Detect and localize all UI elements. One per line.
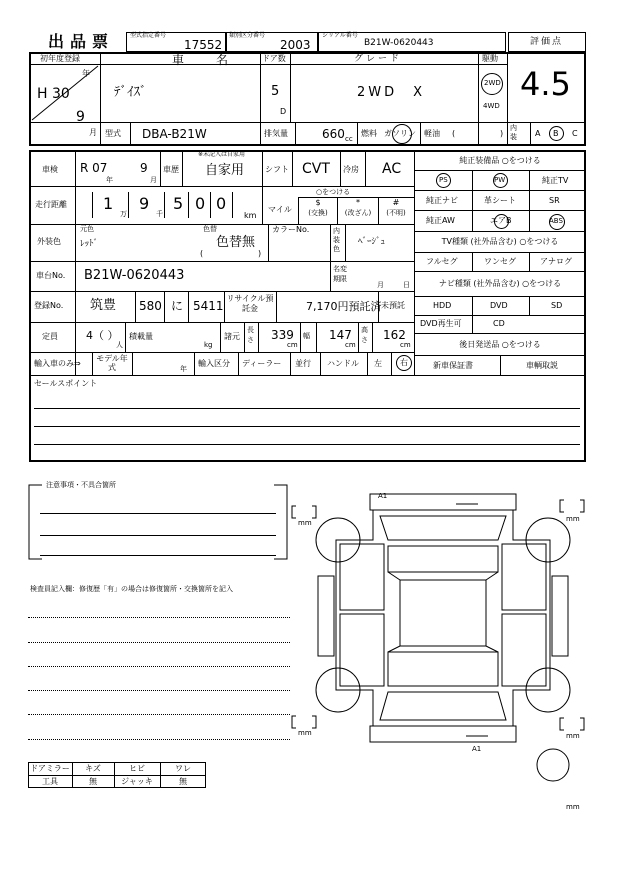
mm-top-left: mm <box>298 519 312 527</box>
displacement: 660 <box>322 127 345 141</box>
navi-title: ナビ種類 (社外品含む) ○をつける <box>438 279 562 288</box>
interior-c: C <box>572 129 578 138</box>
tv-analog: アナログ <box>540 257 572 266</box>
reg-num: 5411 <box>193 299 224 313</box>
handle-left: 左 <box>374 359 382 368</box>
len-label: 長さ <box>247 326 254 344</box>
form-title: 出品票 <box>48 32 115 51</box>
shift: CVT <box>302 161 330 177</box>
first-reg-era: H 30 <box>37 86 70 102</box>
fuel-gas: ガソリン <box>384 129 416 138</box>
rating-label: 評価点 <box>530 37 564 47</box>
equip-tv: 純正TV <box>542 176 569 185</box>
width-cm: cm <box>345 341 356 349</box>
capacity: 4（ ） <box>86 329 119 342</box>
fuel-paren-close: ) <box>500 129 504 138</box>
type-no-label: 型式指定番号 <box>130 32 167 39</box>
mile-label: マイル <box>268 205 292 214</box>
class-no-label: 類別区分番号 <box>229 32 266 39</box>
mm-spare: mm <box>566 803 580 811</box>
fuel-paren-open: ( <box>452 129 456 138</box>
tools-mirror: ドアミラー <box>30 764 70 773</box>
model-year-unit: 年 <box>180 365 187 373</box>
parallel: 並行 <box>295 359 311 368</box>
mileage-digit-1: 1 <box>103 194 114 213</box>
rating: 4.5 <box>520 65 571 103</box>
orig-color: ﾚｯﾄﾞ <box>80 239 99 249</box>
recycle: 7,170円預託済 <box>306 300 382 313</box>
reg-label: 登録No. <box>34 301 64 310</box>
displacement-label: 排気量 <box>264 129 288 138</box>
insp-month-unit: 月 <box>150 176 157 184</box>
mm-bottom-left: mm <box>298 729 312 737</box>
equip-airbag: エアB <box>490 216 512 225</box>
cc-unit: cc <box>345 135 353 143</box>
dealer: ディーラー <box>242 359 282 368</box>
mileage-sen: 千 <box>156 210 163 218</box>
equip-title: 純正装備品 ○をつける <box>459 156 541 165</box>
inspection-label: 車検 <box>42 165 58 174</box>
notes-title: 注意事項・不具合箇所 <box>46 481 116 489</box>
capacity-label: 定員 <box>42 332 58 341</box>
mileage-circle-note: ○をつける <box>316 188 351 196</box>
interior-a: A <box>535 129 541 138</box>
tools-crack: ヒビ <box>129 764 145 773</box>
later-title: 後日発送品 ○をつける <box>459 340 541 349</box>
first-reg-label: 初年度登録 <box>40 54 80 63</box>
interior-label: 内装 <box>510 124 517 141</box>
import-label: 輸入車のみ⇒ <box>34 359 81 368</box>
mile-hash-note: (不明) <box>386 209 406 217</box>
interior-b: B <box>553 129 559 138</box>
recycle-not: 未預託 <box>381 301 405 310</box>
tools-scratch: キズ <box>85 764 101 773</box>
shift-label: シフト <box>265 165 289 174</box>
car-name-label: 車 名 <box>172 53 239 67</box>
person-unit: 人 <box>116 341 123 349</box>
navi-cd: CD <box>493 319 505 328</box>
notes-bracket <box>28 481 288 560</box>
mileage-label: 走行距離 <box>35 200 67 209</box>
tools-break: ワレ <box>175 764 191 773</box>
mileage-km: km <box>244 211 257 220</box>
tv-oneseg: ワンセグ <box>484 257 516 266</box>
fuel-label: 燃料 <box>361 129 377 138</box>
model-label: 型式 <box>105 129 121 138</box>
color-no-label: カラーNo. <box>272 225 310 234</box>
orig-color-label: 元色 <box>80 225 94 233</box>
doors: 5 <box>271 84 280 99</box>
import-type-label: 輸入区分 <box>198 359 230 368</box>
history: 自家用 <box>205 163 245 178</box>
mileage-man: 万 <box>120 210 127 218</box>
inspector-note: 検査員記入欄：修復歴「有」の場合は修復箇所・交換箇所を記入 <box>30 585 233 593</box>
later-warranty: 新車保証書 <box>433 361 473 370</box>
handle-right: 右 <box>400 358 408 367</box>
chassis-label: 車台No. <box>36 271 66 280</box>
type-no: 17552 <box>184 38 223 52</box>
expiry-day-unit: 日 <box>403 281 410 289</box>
year-unit: 年 <box>82 69 90 78</box>
tv-fullseg: フルセグ <box>426 257 458 266</box>
mileage-digit-3: 5 <box>173 194 184 213</box>
reg-kana: に <box>171 299 184 313</box>
height: 162 <box>383 328 406 342</box>
equip-leather: 革シート <box>484 196 516 205</box>
history-label: 車歴 <box>163 165 179 174</box>
tools-tool: 工具 <box>42 777 58 786</box>
model: DBA-B21W <box>142 127 207 141</box>
history-note: ※未記入は自家用 <box>198 151 246 158</box>
tv-title: TV種類 (社外品含む) ○をつける <box>441 237 559 246</box>
grade: 2WD X <box>357 85 426 100</box>
serial-label: シリアル番号 <box>322 32 358 39</box>
expiry-label: 名変期限 <box>333 265 347 283</box>
serial: B21W-0620443 <box>364 38 434 48</box>
grade-label: グレード <box>354 54 403 64</box>
reg-class: 580 <box>139 299 162 313</box>
mileage-digit-2: 9 <box>139 194 150 213</box>
mileage-digit-4: 0 <box>195 194 206 213</box>
a1-top: A1 <box>378 492 388 500</box>
ext-color-label: 外装色 <box>37 237 61 246</box>
mm-bottom-right: mm <box>566 732 580 740</box>
doors-label: ドア数 <box>262 54 286 63</box>
navi-sd: SD <box>551 301 563 310</box>
dims-label: 諸元 <box>224 332 240 341</box>
car-diagram <box>288 480 598 820</box>
drive-2wd: 2WD <box>484 79 501 87</box>
hgt-label: 高さ <box>361 326 368 344</box>
navi-dvd: DVD <box>490 301 508 310</box>
ac-label: 冷房 <box>343 165 359 174</box>
equip-aw: 純正AW <box>426 216 455 225</box>
equip-pw: PW <box>494 176 506 184</box>
insp-year-unit: 年 <box>106 176 113 184</box>
reg-region: 筑豊 <box>90 298 117 313</box>
drive-4wd: 4WD <box>483 102 500 110</box>
repaint: 色替無 <box>216 235 256 250</box>
equip-sr: SR <box>549 196 560 205</box>
repaint-paren-close: ) <box>258 249 262 258</box>
drive-label: 駆動 <box>482 54 498 63</box>
navi-hdd: HDD <box>433 301 452 310</box>
a1-bottom: A1 <box>472 745 482 753</box>
handle-label: ハンドル <box>327 359 359 368</box>
repaint-paren-open: ( <box>200 249 204 258</box>
length-cm: cm <box>287 341 298 349</box>
mile-star-note: (改ざん) <box>344 209 372 217</box>
height-cm: cm <box>400 341 411 349</box>
wid-label: 幅 <box>303 332 310 340</box>
tools-tool-val: 無 <box>89 777 97 786</box>
car-name: ﾃﾞｲｽﾞ <box>114 85 147 100</box>
mile-hash: # <box>392 198 400 207</box>
mile-star: * <box>356 198 360 207</box>
tools-jack: ジャッキ <box>121 777 153 786</box>
equip-navi: 純正ナビ <box>426 196 458 205</box>
mile-dollar-note: (交換) <box>308 209 328 217</box>
chassis: B21W-0620443 <box>84 268 185 283</box>
recycle-label: リサイクル預託金 <box>226 294 274 313</box>
tools-jack-val: 無 <box>179 777 187 786</box>
navi-dvd-play: DVD再生可 <box>420 319 462 328</box>
mileage-digit-5: 0 <box>216 194 227 213</box>
door-type: D <box>280 107 287 116</box>
mm-top-right: mm <box>566 515 580 523</box>
inspection-year: R 07 <box>80 161 108 175</box>
load-label: 積載量 <box>129 332 153 341</box>
model-year-label: モデル年式 <box>96 354 128 372</box>
inspection-month: 9 <box>140 161 148 175</box>
equip-abs: ABS <box>549 217 563 225</box>
class-no: 2003 <box>280 38 311 52</box>
equip-ps: PS <box>439 176 448 184</box>
int-color-label: 内装色 <box>333 227 340 253</box>
length: 339 <box>271 328 294 342</box>
first-reg-month: 9 <box>76 109 85 125</box>
month-unit: 月 <box>89 128 97 137</box>
width: 147 <box>329 328 352 342</box>
load-kg: kg <box>204 341 213 349</box>
expiry-month-unit: 月 <box>377 281 384 289</box>
int-color: ﾍﾞｰｼﾞｭ <box>358 237 386 247</box>
ac: AC <box>382 161 402 177</box>
sales-point-label: セールスポイント <box>34 379 98 388</box>
mile-dollar: $ <box>315 198 321 207</box>
later-manual: 車輌取説 <box>526 361 558 370</box>
fuel-diesel: 軽油 <box>424 129 440 138</box>
repaint-label: 色替 <box>203 225 217 233</box>
